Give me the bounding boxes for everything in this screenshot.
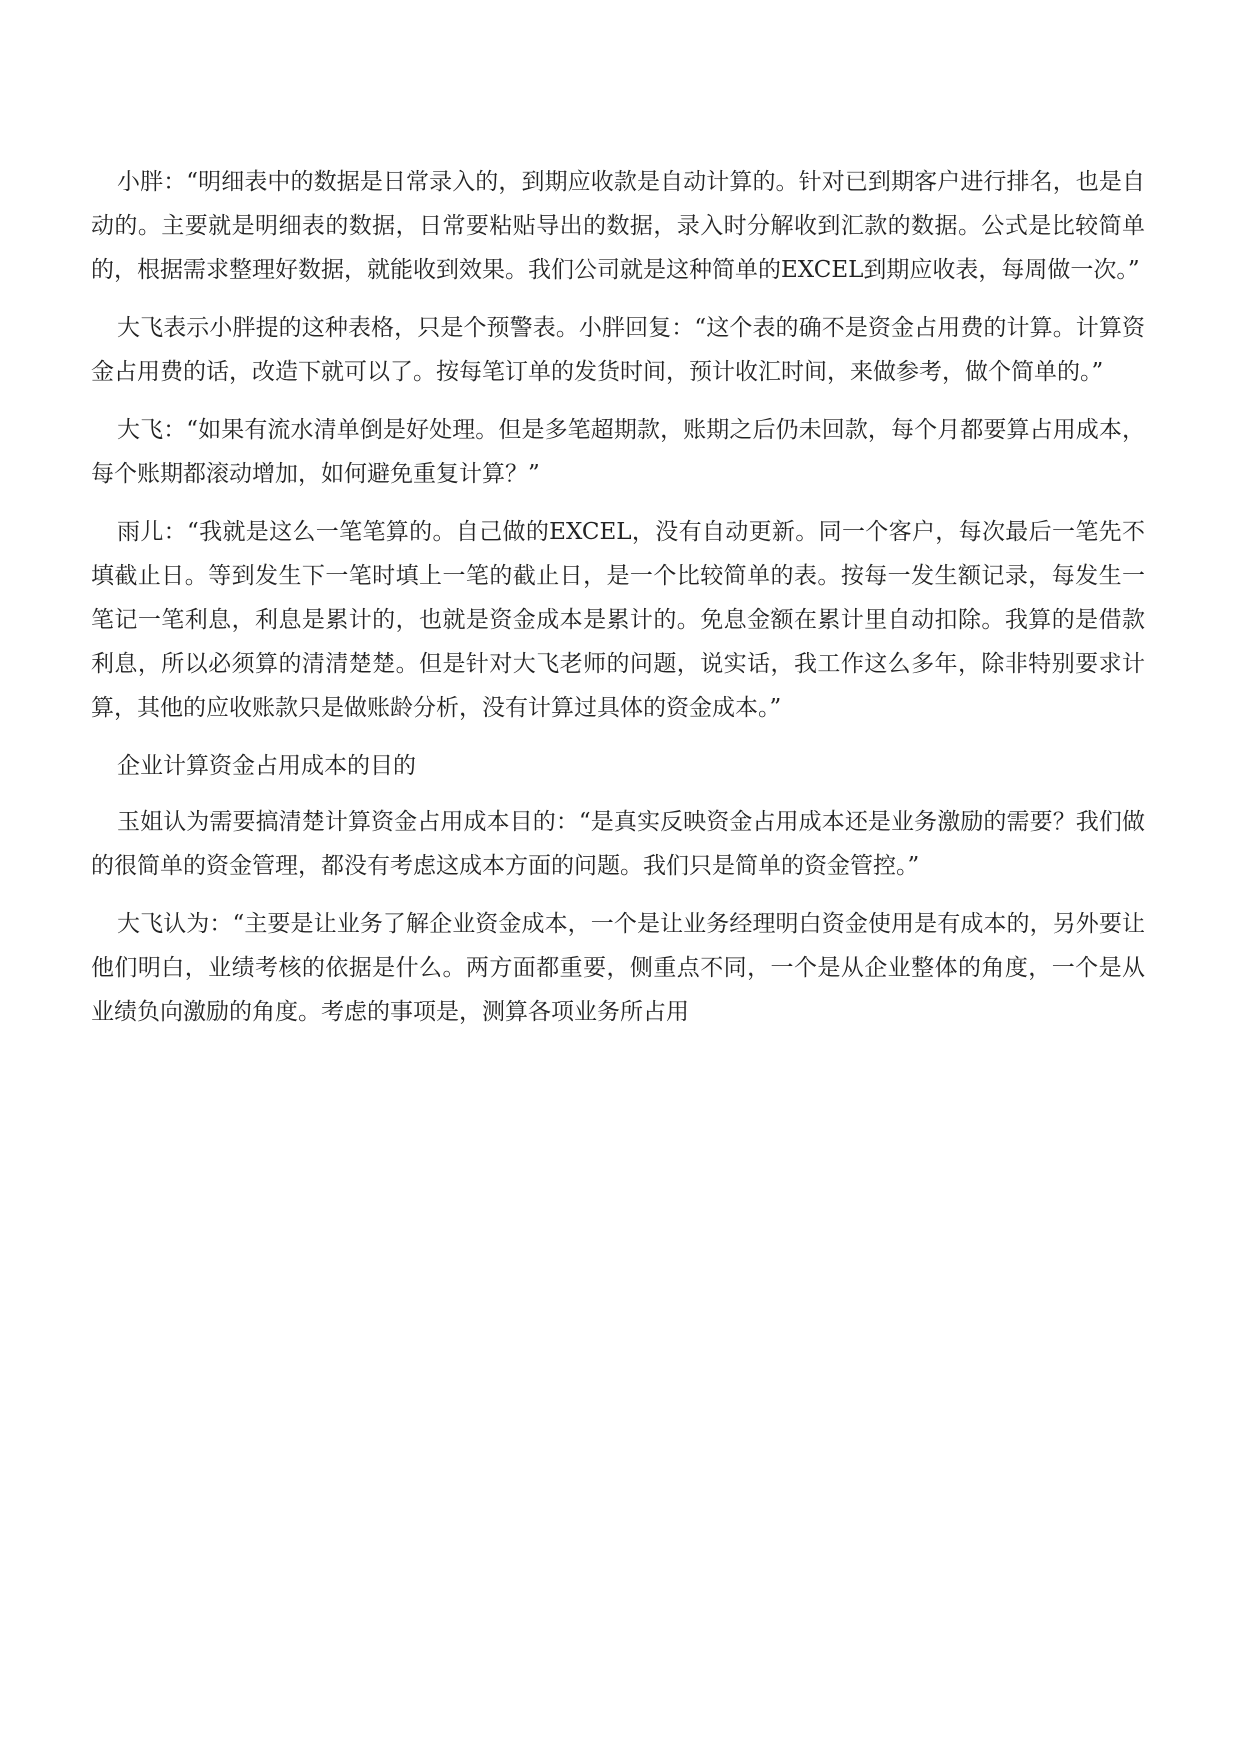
document-body: [91, 160, 1145, 1048]
paragraph-dafei-question: 大飞：“如果有流水清单倒是好处理。但是多笔超期款，账期之后仍未回款，每个月都要算占用成本，每个账期都滚动增加，如何避免重复计算？”: [91, 417, 1145, 487]
paragraph-dafei-opinion: 大飞认为：“主要是让业务了解企业资金成本，一个是让业务经理明白资金使用是有成本的，另外要让他们明白，业绩考核的依据是什么。两方面都重要，侧重点不同，一个是从企业整体的角度，一个是从业绩负向激励的角度。考虑的事项是，测算各项业务所占用: [91, 911, 1145, 1025]
section-heading: 企业计算资金占用成本的目的: [117, 753, 416, 779]
paragraph-dafei-warning-table: 大飞表示小胖提的这种表格，只是个预警表。小胖回复：“这个表的确不是资金占用费的计算。计算资金占用费的话，改造下就可以了。按每笔订单的发货时间，预计收汇时间，来做参考，做个简单的。”: [91, 315, 1145, 385]
paragraph-yuer-reply: 雨儿：“我就是这么一笔笔算的。自己做的EXCEL，没有自动更新。同一个客户，每次最后一笔先不填截止日。等到发生下一笔时填上一笔的截止日，是一个比较简单的表。按每一发生额记录，每发生一笔记一笔利息，利息是累计的，也就是资金成本是累计的。免息金额在累计里自动扣除。我算的是借款利息，所以必须算的清清楚楚。但是针对大飞老师的问题，说实话，我工作这么多年，除非特别要求计算，其他的应收账款只是做账龄分析，没有计算过具体的资金成本。”: [91, 519, 1145, 721]
paragraph-yujie-opinion: 玉姐认为需要搞清楚计算资金占用成本目的：“是真实反映资金占用成本还是业务激励的需要？我们做的很简单的资金管理，都没有考虑这成本方面的问题。我们只是简单的资金管控。”: [91, 809, 1145, 879]
paragraph-xiaopang-reply: 小胖：“明细表中的数据是日常录入的，到期应收款是自动计算的。针对已到期客户进行排名，也是自动的。主要就是明细表的数据，日常要粘贴导出的数据，录入时分解收到汇款的数据。公式是比较简单的，根据需求整理好数据，就能收到效果。我们公司就是这种简单的EXCEL到期应收表，每周做一次。”: [91, 169, 1145, 283]
